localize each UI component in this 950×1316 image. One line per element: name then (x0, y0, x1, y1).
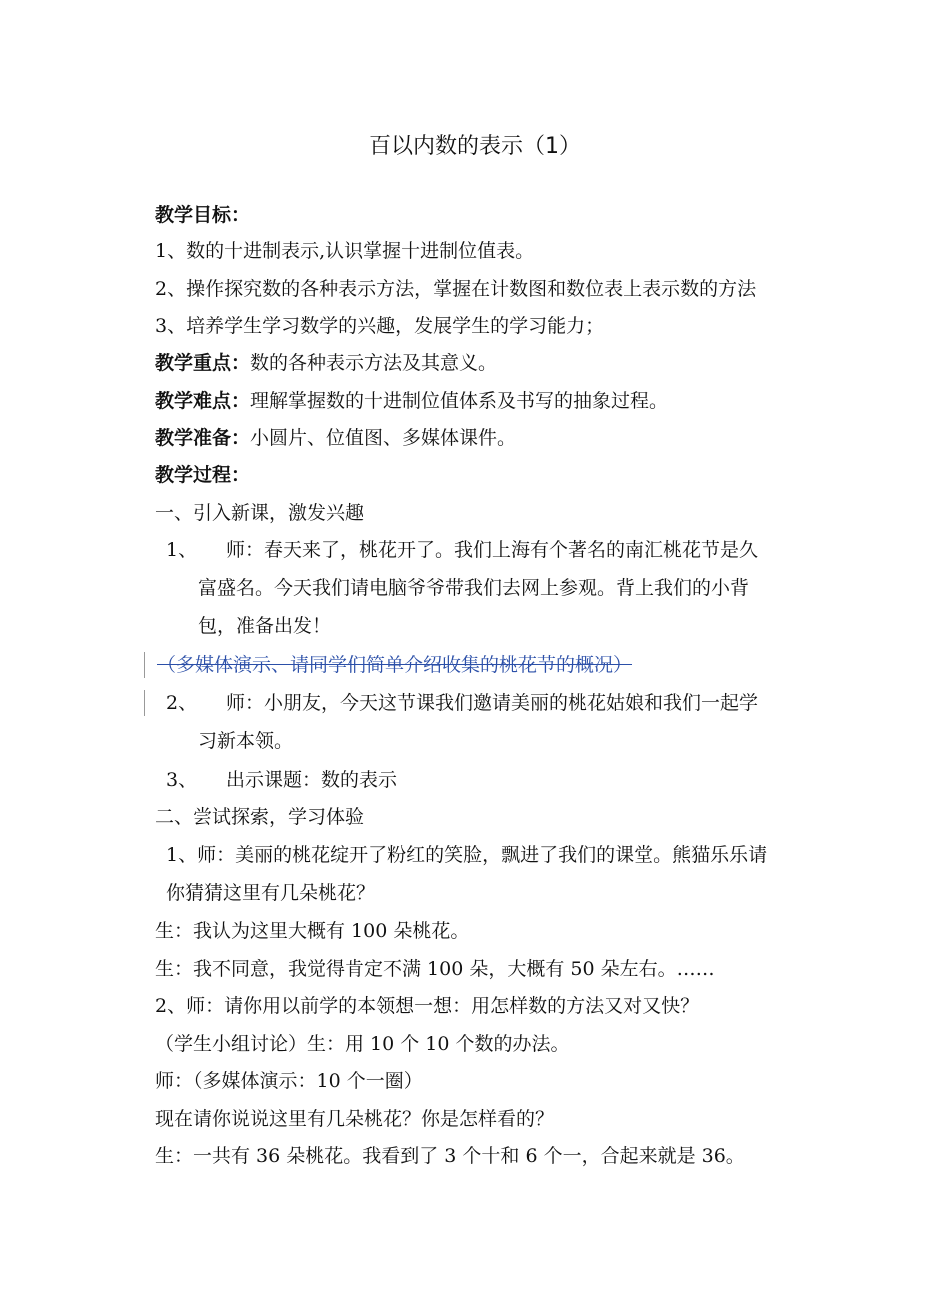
revision-bar (144, 652, 145, 678)
section2-line: 生：一共有 36 朵桃花。我看到了 3 个十和 6 个一，合起来就是 36。 (155, 1145, 745, 1167)
objectives-heading: 教学目标： (155, 204, 251, 226)
preparation (155, 425, 516, 451)
section1-item1-cont: 富盛名。今天我们请电脑爷爷带我们去网上参观。背上我们的小背 (198, 577, 750, 599)
item-text: 师：小朋友，今天这节课我们邀请美丽的桃花姑娘和我们一起学 (226, 692, 759, 714)
item-text: 出示课题：数的表示 (226, 769, 398, 791)
item-number: 1、 (166, 539, 198, 561)
section2-line: 生：我不同意，我觉得肯定不满 100 朵，大概有 50 朵左右。…… (155, 958, 715, 980)
section2-line: 现在请你说说这里有几朵桃花？你是怎样看的？ (155, 1108, 555, 1130)
section2-line: （学生小组讨论）生：用 10 个 10 个数的办法。 (155, 1033, 570, 1055)
section2-line: 师：（多媒体演示：10 个一圈） (155, 1070, 423, 1092)
section1-item3 (166, 767, 397, 793)
key-point-text: 数的各种表示方法及其意义。 (250, 352, 498, 374)
section2-line: 1、师：美丽的桃花绽开了粉红的笑脸，飘进了我们的课堂。熊猫乐乐请 (166, 844, 768, 866)
section1-heading: 一、引入新课，激发兴趣 (155, 502, 365, 524)
objective-item: 3、培养学生学习数学的兴趣，发展学生的学习能力； (155, 315, 605, 337)
page-title: 百以内数的表示（1） (369, 134, 581, 159)
difficulty-label: 教学难点： (155, 390, 251, 412)
objective-item: 2、操作探究数的各种表示方法，掌握在计数图和数位表上表示数的方法 (155, 278, 757, 300)
objective-item: 1、数的十进制表示,认识掌握十进制位值表。 (155, 240, 535, 262)
section2-line: 你猜猜这里有几朵桃花？ (166, 882, 376, 904)
difficulty (155, 388, 668, 414)
preparation-text: 小圆片、位值图、多媒体课件。 (250, 427, 517, 449)
section1-item1-cont: 包，准备出发！ (198, 615, 332, 637)
section2-line: 2、师：请你用以前学的本领想一想：用怎样数的方法又对又快？ (155, 995, 700, 1017)
section2-line: 生：我认为这里大概有 100 朵桃花。 (155, 920, 470, 942)
revision-bar (144, 690, 145, 716)
struck-note: （多媒体演示、请同学们简单介绍收集的桃花节的概况） (157, 654, 633, 676)
section1-item1 (166, 537, 758, 563)
difficulty-text: 理解掌握数的十进制位值体系及书写的抽象过程。 (250, 390, 669, 412)
item-number: 3、 (166, 769, 198, 791)
item-number: 2、 (166, 692, 198, 714)
section1-item2-cont: 习新本领。 (198, 730, 294, 752)
section1-item2 (166, 690, 758, 716)
section2-heading: 二、尝试探索，学习体验 (155, 806, 365, 828)
key-point (155, 350, 497, 376)
process-heading: 教学过程： (155, 464, 251, 486)
item-text: 师：春天来了，桃花开了。我们上海有个著名的南汇桃花节是久 (226, 539, 759, 561)
preparation-label: 教学准备： (155, 427, 251, 449)
key-point-label: 教学重点： (155, 352, 251, 374)
